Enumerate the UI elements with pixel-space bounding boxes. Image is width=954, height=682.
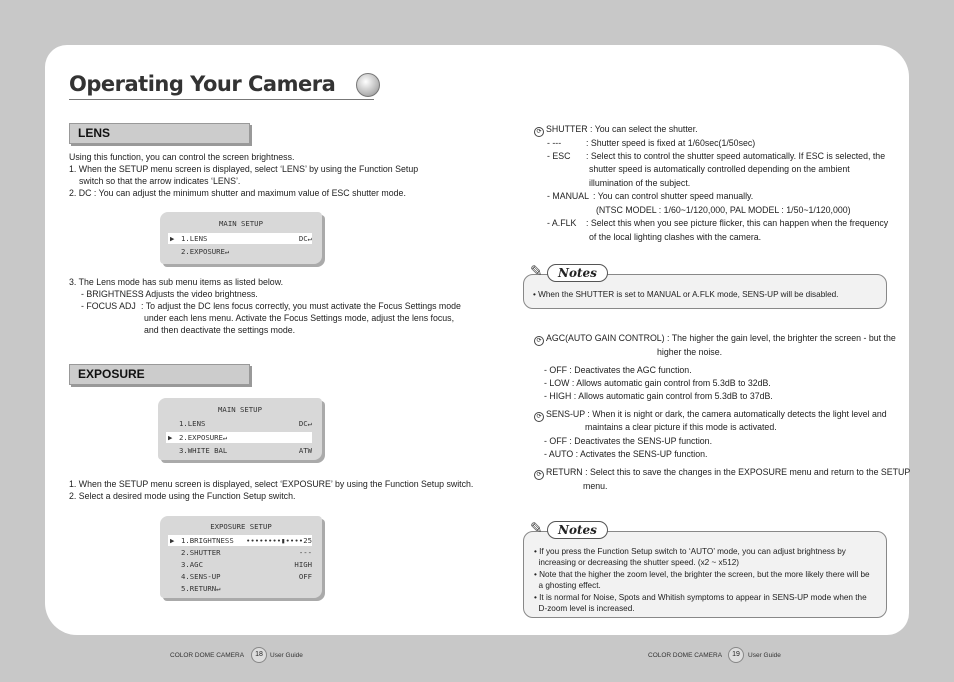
osd-row-label: 1.LENS: [181, 234, 208, 243]
exposure-setup-osd-screen: [160, 516, 322, 598]
osd-row-label: 2.SHUTTER: [181, 548, 221, 557]
osd-row-value: DC↵: [298, 419, 312, 428]
focus-adj-desc: : To adjust the DC lens focus correctly, you must activate the Focus Settings mode: [141, 301, 461, 311]
shutter-head: [534, 123, 698, 137]
shutter-item-desc: : You can control shutter speed manually.: [593, 191, 754, 201]
osd-row: [166, 418, 312, 429]
exposure-osd-screen: [158, 398, 322, 460]
title-divider: [69, 99, 374, 100]
footer-guide: User Guide: [270, 652, 303, 659]
return-head-text: RETURN : Select this to save the changes in the EXPOSURE menu and return to the SETUP: [546, 467, 911, 477]
osd-row-label: 1.BRIGHTNESS: [181, 536, 234, 545]
lens-heading: LENS: [69, 123, 250, 144]
notes-line: • If you press the Function Setup switch to ‘AUTO’ mode, you can adjust brightness by: [534, 547, 846, 556]
osd-row-label: 3.WHITE BAL: [179, 446, 228, 455]
agc-head-text: AGC(AUTO GAIN CONTROL) : The higher the gain level, the brighter the screen - but the: [546, 333, 896, 343]
notes-text: • When the SHUTTER is set to MANUAL or A.FLK mode, SENS-UP will be disabled.: [533, 290, 839, 299]
osd-row-label: 2.EXPOSURE↵: [179, 433, 228, 442]
osd-title: EXPOSURE SETUP: [210, 522, 272, 531]
osd-row: [168, 583, 312, 594]
notes-line: • It is normal for Noise, Spots and Whitish symptoms to appear in SENS-UP mode when the: [534, 593, 867, 602]
brightness-slider-icon: ••••••••▮••••: [246, 536, 304, 545]
lens-osd-screen: [160, 212, 322, 264]
lens-step-1-cont: switch so that the arrow indicates ‘LENS’.: [79, 176, 241, 186]
osd-row-value: 25: [303, 536, 312, 545]
return-head: [534, 466, 910, 480]
footer-guide: User Guide: [748, 652, 781, 659]
notes-pencil-icon: ✎: [530, 520, 543, 537]
focus-adj-key: - FOCUS ADJ: [81, 301, 136, 311]
notes-label: Notes: [547, 521, 608, 539]
notes-line: increasing or decreasing the shutter speed. (x2 ~ x512): [534, 558, 740, 567]
sensup-item: - AUTO : Activates the SENS-UP function.: [544, 449, 708, 459]
shutter-item-desc: : Select this to control the shutter speed automatically. If ESC is selected, the: [586, 151, 886, 161]
focus-adj-desc-3: and then deactivate the settings mode.: [144, 325, 296, 335]
osd-title: MAIN SETUP: [219, 219, 263, 228]
shutter-item-desc: : Shutter speed is fixed at 1/60sec(1/50sec): [586, 138, 756, 148]
osd-row-label: 4.SENS-UP: [181, 572, 221, 581]
shutter-item-key: - MANUAL: [547, 191, 590, 201]
shutter-item-key: - ESC: [547, 151, 571, 161]
lens-step-2: 2. DC : You can adjust the minimum shutter and maximum value of ESC shutter mode.: [69, 188, 406, 198]
agc-item: - OFF : Deactivates the AGC function.: [544, 365, 692, 375]
footer-brand: COLOR DOME CAMERA: [648, 652, 723, 659]
osd-row-value: DC↵: [298, 234, 312, 243]
page-number: 19: [728, 647, 744, 663]
osd-row-label: 1.LENS: [179, 419, 206, 428]
sensup-item: - OFF : Deactivates the SENS-UP function.: [544, 436, 713, 446]
osd-row: [168, 547, 312, 558]
notes-line: • Note that the higher the zoom level, the brighter the screen, but the more likely there will be: [534, 570, 870, 579]
cycle-icon: ⟳: [534, 127, 544, 137]
shutter-head-text: SHUTTER : You can select the shutter.: [546, 124, 698, 134]
notes-label: Notes: [547, 264, 608, 282]
shutter-item-key: - ---: [547, 138, 562, 148]
osd-row: [166, 432, 312, 443]
lens-step-3: 3. The Lens mode has sub menu items as listed below.: [69, 277, 284, 287]
osd-row: [168, 571, 312, 582]
osd-row-value: ATW: [298, 446, 312, 455]
cycle-icon: ⟳: [534, 412, 544, 422]
agc-head-cont: higher the noise.: [657, 347, 723, 357]
selection-arrow-icon: ▶: [170, 234, 175, 243]
exposure-step-2: 2. Select a desired mode using the Function Setup switch.: [69, 491, 296, 501]
osd-row-value: ---: [298, 548, 312, 557]
shutter-item-desc: (NTSC MODEL : 1/60~1/120,000, PAL MODEL : 1/50~1/120,000): [596, 205, 851, 215]
agc-item: - LOW : Allows automatic gain control from 5.3dB to 32dB.: [544, 378, 771, 388]
shutter-item-desc: of the local lighting clashes with the camera.: [589, 232, 762, 242]
exposure-heading: EXPOSURE: [69, 364, 250, 385]
title-orb-icon: [356, 73, 380, 97]
agc-item: - HIGH : Allows automatic gain control from 5.3dB to 37dB.: [544, 391, 773, 401]
page-title: Operating Your Camera: [69, 72, 336, 96]
osd-row: [168, 559, 312, 570]
notes-line: a ghosting effect.: [534, 581, 601, 590]
notes-pencil-icon: ✎: [530, 263, 543, 280]
shutter-item-key: - A.FLK: [547, 218, 577, 228]
cycle-icon: ⟳: [534, 336, 544, 346]
footer-brand: COLOR DOME CAMERA: [170, 652, 245, 659]
notes-line: D-zoom level is increased.: [534, 604, 635, 613]
osd-row-value: OFF: [298, 572, 312, 581]
osd-row-label: 5.RETURN↵: [181, 584, 221, 593]
brightness-desc: : Adjusts the video brightness.: [141, 289, 258, 299]
cycle-icon: ⟳: [534, 470, 544, 480]
page-number: 18: [251, 647, 267, 663]
osd-row: [166, 445, 312, 456]
sensup-head: [534, 408, 887, 422]
selection-arrow-icon: ▶: [170, 536, 175, 545]
osd-row-label: 2.EXPOSURE↵: [181, 247, 230, 256]
lens-intro: Using this function, you can control the screen brightness.: [69, 152, 295, 162]
shutter-item-desc: illumination of the subject.: [589, 178, 691, 188]
shutter-item-desc: : Select this when you see picture flicker, this can happen when the frequency: [586, 218, 889, 228]
osd-row: [168, 233, 312, 244]
brightness-key: - BRIGHTNESS: [81, 289, 144, 299]
sensup-head-text: SENS-UP : When it is night or dark, the camera automatically detects the light level and: [546, 409, 887, 419]
lens-step-1: 1. When the SETUP menu screen is displayed, select ‘LENS’ by using the Function Setup: [69, 164, 419, 174]
osd-title: MAIN SETUP: [218, 405, 262, 414]
selection-arrow-icon: ▶: [168, 433, 173, 442]
osd-row-label: 3.AGC: [181, 560, 203, 569]
return-head-cont: menu.: [583, 481, 608, 491]
focus-adj-desc-2: under each lens menu. Activate the Focus Settings mode, adjust the lens focus,: [144, 313, 455, 323]
sensup-head-cont: maintains a clear picture if this mode is activated.: [585, 422, 777, 432]
shutter-item-desc: shutter speed is automatically controlled depending on the ambient: [589, 164, 850, 174]
osd-row-value: HIGH: [294, 560, 312, 569]
exposure-step-1: 1. When the SETUP menu screen is displayed, select ‘EXPOSURE’ by using the Function Setup switch.: [69, 479, 474, 489]
agc-head: [534, 332, 896, 346]
osd-row: [168, 535, 312, 546]
osd-row: [168, 246, 312, 257]
